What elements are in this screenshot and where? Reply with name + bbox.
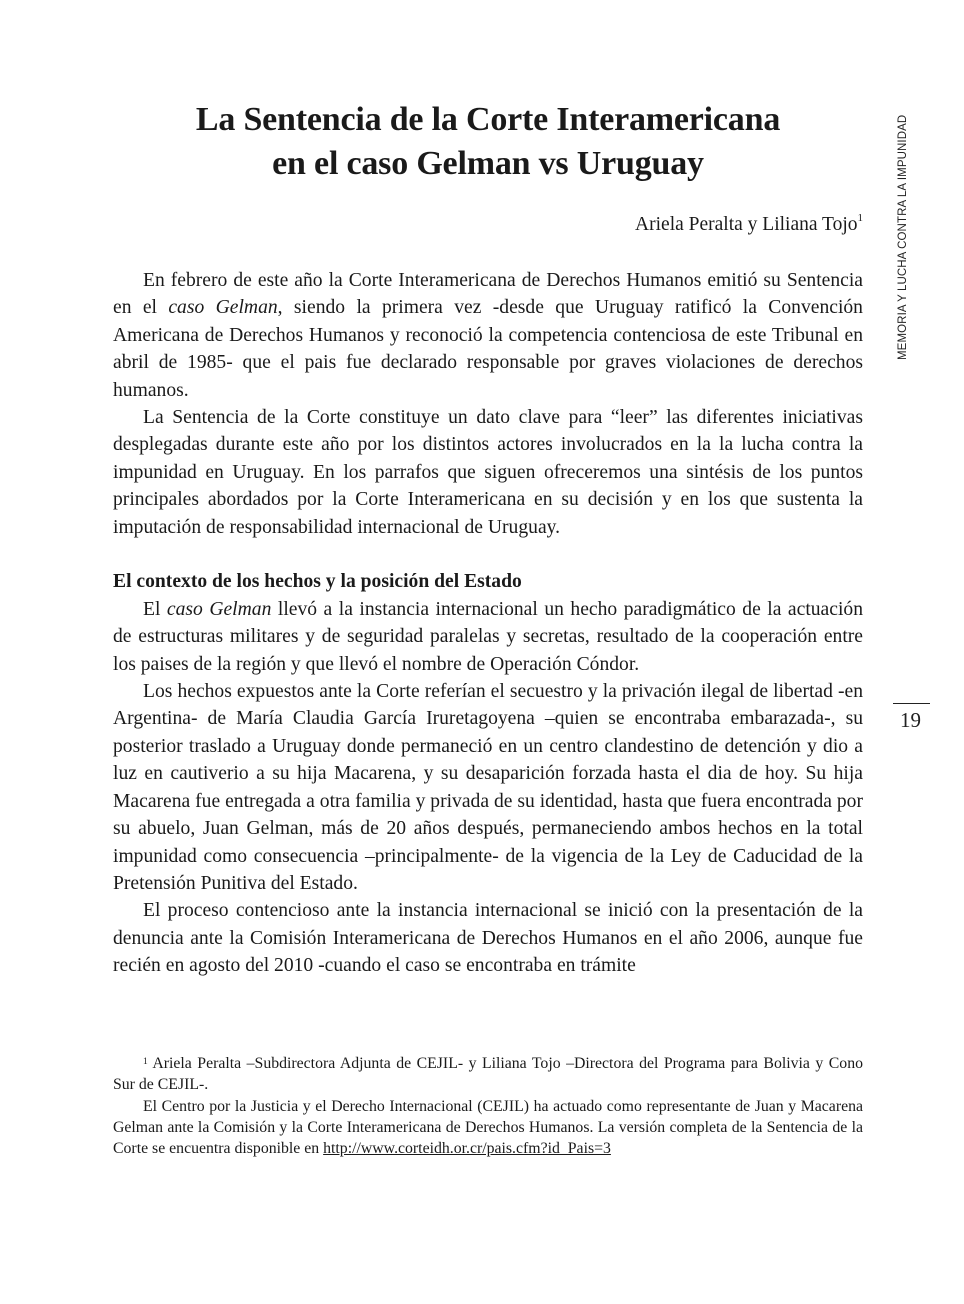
paragraph-1-italic: caso Gelman	[168, 297, 278, 319]
article-body	[113, 267, 863, 980]
article-authors	[635, 214, 863, 236]
footnote-1-text: Ariela Peralta –Subdirectora Adjunta de CEJIL- y Liliana Tojo –Directora del Programa para Bolivia y Cono Sur de CEJIL-.	[113, 1055, 863, 1094]
paragraph-3-italic: caso Gelman	[166, 598, 272, 620]
paragraph-3-text-b: llevó a la instancia internacional un hecho paradigmático de la actuación de estructuras militares y de seguridad paralelas y secretas, resultado de la cooperación entre los paises de la región y que llevó el nombre de Operación Cóndor.	[113, 598, 863, 675]
page-number: 19	[900, 708, 921, 732]
title-line-2: en el caso Gelman vs Uruguay	[272, 145, 704, 182]
article-title	[113, 98, 863, 186]
paragraph-2: La Sentencia de la Corte constituye un dato clave para “leer” las diferentes iniciativas desplegadas durante este año por los distintos actores involucrados en la la lucha contra la impunidad en Uruguay. En los parrafos que siguen ofreceremos una sintésis de los puntos principales abordados por la Corte Interamericana en su decisión y en los que sustenta la imputación de responsabilidad internacional de Uruguay.	[113, 407, 863, 538]
paragraph-spacer	[113, 541, 863, 568]
paragraph-3-text-a: El	[143, 598, 167, 620]
footnote-1-marker: 1	[143, 1057, 148, 1067]
paragraph-5: El proceso contencioso ante la instancia internacional se inició con la presentación de la denuncia ante la Comisión Interamericana de Derechos Humanos en el año 2006, aunque fue recién en agosto del 2010 -cuando el caso se encontraba en trámite	[113, 900, 863, 977]
paragraph-3	[113, 596, 863, 678]
footnote-url-link[interactable]: http://www.corteidh.or.cr/pais.cfm?id_Pais=3	[323, 1140, 611, 1158]
paragraph-1	[113, 267, 863, 404]
footnote-1	[113, 1053, 863, 1096]
paragraph-4: Los hechos expuestos ante la Corte referían el secuestro y la privación ilegal de libertad -en Argentina- de María Claudia García Iruretagoyena –quien se encontraba embarazada-, su posterior traslado a Uruguay donde permaneció en un centro clandestino de detención y dio a luz en cautiverio a su hija Macarena, y su desaparición forzada hasta el dia de hoy. Su hija Macarena fue entregada a otra familia y privada de su identidad, hasta que fuera encontrada por su abuelo, Juan Gelman, más de 20 años después, permaneciendo ambos hechos en la total impunidad como consecuencia –principalmente- de la vigencia de la Ley de Caducidad de la Pretensión Punitiva del Estado.	[113, 681, 863, 894]
section-heading: El contexto de los hechos y la posición del Estado	[113, 571, 522, 593]
paragraph-1-text-b: , siendo la primera vez -desde que Uruguay ratificó la Convención Americana de Derechos Humanos y reconoció la competencia contenciosa de este Tribunal en abril de 1985- que el pais fue declarado responsable por graves violaciones de derechos humanos.	[113, 297, 863, 401]
authors-footnote-ref: 1	[857, 212, 863, 224]
footnotes	[113, 1053, 863, 1159]
running-header-vertical: MEMORIA Y LUCHA CONTRA LA IMPUNIDAD	[897, 114, 909, 360]
paragraph-1-text-a: En febrero de este año la Corte Interamericana de Derechos Humanos emitió su Sentencia en el	[113, 270, 863, 319]
footnote-2	[113, 1096, 863, 1160]
title-line-1: La Sentencia de la Corte Interamericana	[195, 101, 781, 138]
footnote-2-text: El Centro por la Justicia y el Derecho Internacional (CEJIL) ha actuado como representante de Juan y Macarena Gelman ante la Comisión y la Corte Interamericana de Derechos Humanos. La versión completa de la Sentencia de la Corte se encuentra disponible en	[113, 1097, 863, 1158]
authors-text: Ariela Peralta y Liliana Tojo	[635, 214, 858, 235]
page-number-rule	[893, 703, 930, 704]
